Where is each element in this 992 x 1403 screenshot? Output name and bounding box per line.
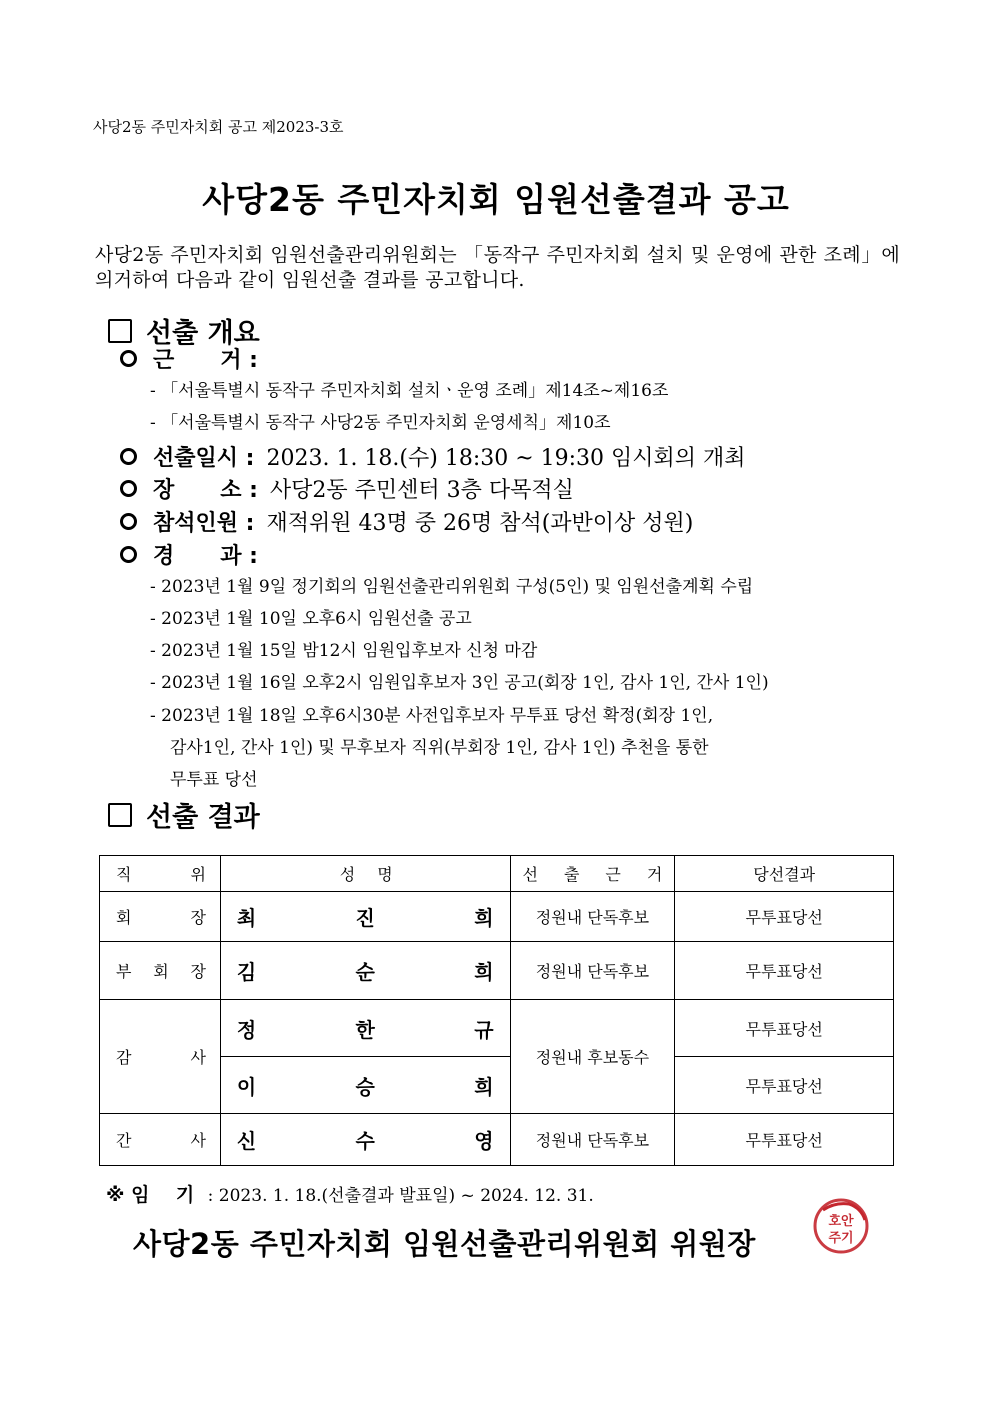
- process-label: 경 과 :: [153, 544, 258, 569]
- cell-char: 승: [355, 1074, 375, 1099]
- cell-char: 근: [605, 865, 621, 884]
- position-cell: [100, 1000, 221, 1114]
- process-line-4: - 2023년 1월 16일 오후2시 임원입후보자 3인 공고(회장 1인, 감사 1인, 간사 1인): [150, 673, 769, 693]
- result-cell: 무투표당선: [675, 1057, 894, 1114]
- term-line: [106, 1180, 594, 1207]
- datetime-label: 선출일시 :: [153, 446, 255, 471]
- basis-line-2: - 「서울특별시 동작구 사당2동 주민자치회 운영세칙」제10조: [150, 413, 611, 433]
- term-value: : 2023. 1. 18.(선출결과 발표일) ~ 2024. 12. 31.: [207, 1186, 594, 1206]
- cell-char: 장: [190, 908, 206, 927]
- bullet-circle-icon: [120, 448, 137, 465]
- place-label: 장 소 :: [153, 478, 258, 503]
- cell-char: 부: [116, 962, 132, 981]
- seal-text-bottom: 주기: [828, 1231, 854, 1246]
- name-cell: [220, 1000, 510, 1057]
- bullet-circle-icon: [120, 546, 137, 563]
- cell-char: 선: [522, 865, 538, 884]
- process-line-3: - 2023년 1월 15일 밤12시 임원입후보자 신청 마감: [150, 641, 538, 661]
- table-row: [100, 1114, 894, 1166]
- cell-char: 거: [646, 865, 663, 884]
- datetime-item: [120, 441, 746, 472]
- place-value: 사당2동 주민센터 3층 다목적실: [269, 478, 574, 503]
- name-cell: [220, 1114, 510, 1166]
- header-basis: [510, 856, 675, 892]
- table-header-row: [100, 856, 894, 892]
- result-cell: 무투표당선: [675, 1000, 894, 1057]
- table-row: [100, 892, 894, 942]
- attendees-label: 참석인원 :: [153, 511, 255, 536]
- cell-char: 성: [339, 865, 356, 884]
- cell-char: 규: [474, 1017, 494, 1042]
- process-line-5-cont-2: 무투표 당선: [170, 770, 258, 790]
- header-result: 당선결과: [675, 856, 894, 892]
- seal-text-top: 호안: [828, 1214, 854, 1229]
- cell-char: 희: [474, 1074, 494, 1099]
- cell-char: 사: [190, 1048, 206, 1067]
- results-table: [99, 855, 894, 1166]
- cell-char: 한: [355, 1017, 375, 1042]
- process-line-5-cont-1: 감사1인, 간사 1인) 및 무후보자 직위(부회장 1인, 감사 1인) 추천을 통한: [170, 738, 709, 758]
- process-item: [120, 539, 258, 570]
- cell-char: 희: [474, 906, 494, 930]
- header-name: [220, 856, 510, 892]
- checkbox-square-icon: [108, 803, 132, 827]
- signature-line: 사당2동 주민자치회 임원선출관리위원회 위원장: [133, 1227, 756, 1261]
- basis-item: [120, 343, 258, 374]
- attendees-value: 재적위원 43명 중 26명 참석(과반이상 성원): [266, 511, 694, 536]
- term-label: ※ 임 기: [106, 1184, 195, 1206]
- cell-char: 영: [474, 1129, 494, 1153]
- basis-cell: 정원내 단독후보: [510, 892, 675, 942]
- header-position: [100, 856, 221, 892]
- basis-cell: 정원내 단독후보: [510, 1114, 675, 1166]
- bullet-circle-icon: [120, 513, 137, 530]
- checkbox-square-icon: [108, 319, 132, 343]
- cell-char: 명: [377, 865, 393, 884]
- cell-char: 정: [236, 1017, 257, 1042]
- cell-char: 감: [116, 1048, 132, 1067]
- cell-char: 순: [355, 960, 375, 984]
- basis-cell: 정원내 후보동수: [510, 1000, 675, 1114]
- results-heading-label: 선출 결과: [146, 802, 260, 833]
- cell-char: 희: [474, 960, 494, 984]
- process-line-1: - 2023년 1월 9일 정기회의 임원선출관리위원회 구성(5인) 및 임원선출계획 수립: [150, 577, 754, 597]
- cell-char: 직: [116, 865, 132, 884]
- position-cell: [100, 1114, 221, 1166]
- cell-char: 위: [190, 865, 206, 884]
- basis-label: 근 거 :: [153, 348, 258, 373]
- process-line-2: - 2023년 1월 10일 오후6시 임원선출 공고: [150, 609, 472, 629]
- page-title: 사당2동 주민자치회 임원선출결과 공고: [202, 180, 790, 219]
- notice-number: 사당2동 주민자치회 공고 제2023-3호: [93, 118, 344, 136]
- cell-char: 사: [190, 1131, 206, 1150]
- cell-char: 신: [236, 1129, 257, 1153]
- position-cell: [100, 942, 221, 1000]
- attendees-item: [120, 506, 693, 537]
- result-cell: 무투표당선: [675, 892, 894, 942]
- cell-char: 수: [355, 1129, 375, 1153]
- table-row: [100, 1000, 894, 1057]
- cell-char: 회: [116, 908, 132, 927]
- results-heading: [108, 795, 260, 834]
- position-cell: [100, 892, 221, 942]
- cell-char: 간: [116, 1131, 132, 1150]
- intro-paragraph: 사당2동 주민자치회 임원선출관리위원회는 「동작구 주민자치회 설치 및 운영에 관한 조례」에 의거하여 다음과 같이 임원선출 결과를 공고합니다.: [95, 244, 900, 291]
- cell-char: 출: [563, 865, 580, 884]
- name-cell: [220, 892, 510, 942]
- datetime-value: 2023. 1. 18.(수) 18:30 ~ 19:30 임시회의 개최: [266, 446, 746, 471]
- bullet-circle-icon: [120, 480, 137, 497]
- cell-char: 최: [236, 906, 257, 930]
- official-seal-stamp: [805, 1196, 871, 1256]
- basis-cell: 정원내 단독후보: [510, 942, 675, 1000]
- cell-char: 회: [153, 962, 169, 981]
- basis-line-1: - 「서울특별시 동작구 주민자치회 설치ㆍ운영 조례」제14조~제16조: [150, 381, 669, 401]
- cell-char: 김: [236, 960, 257, 984]
- cell-char: 이: [236, 1074, 257, 1099]
- cell-char: 장: [190, 962, 206, 981]
- cell-char: 진: [355, 906, 375, 930]
- process-line-5: - 2023년 1월 18일 오후6시30분 사전입후보자 무투표 당선 확정(회장 1인,: [150, 706, 714, 726]
- result-cell: 무투표당선: [675, 942, 894, 1000]
- place-item: [120, 473, 574, 504]
- name-cell: [220, 942, 510, 1000]
- name-cell: [220, 1057, 510, 1114]
- overview-heading-label: 선출 개요: [146, 318, 260, 349]
- result-cell: 무투표당선: [675, 1114, 894, 1166]
- table-row: [100, 942, 894, 1000]
- bullet-circle-icon: [120, 350, 137, 367]
